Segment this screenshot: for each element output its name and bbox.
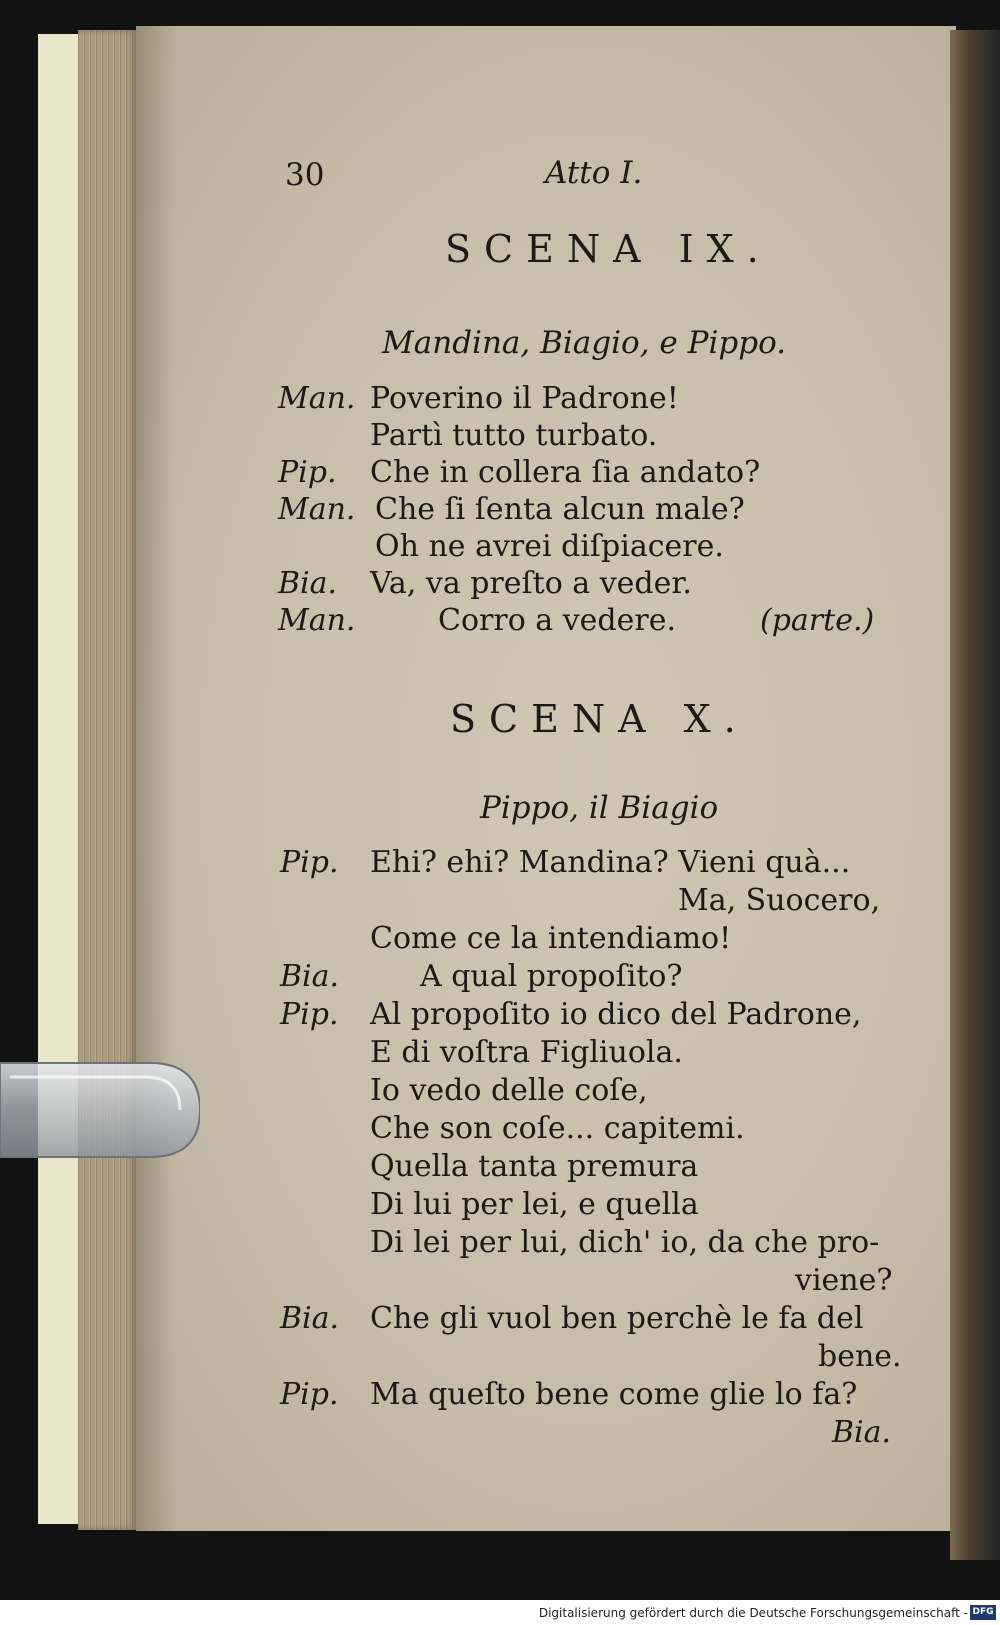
dialogue-line: Oh ne avrei diſpiacere.	[375, 529, 724, 564]
right-page-edge	[950, 30, 1000, 1560]
dialogue-line: Che ſi ſenta alcun male?	[375, 492, 745, 527]
dialogue-line: Corro a vedere.	[438, 603, 677, 638]
dialogue-line: viene?	[795, 1263, 893, 1298]
dialogue-line: Quella tanta premura	[370, 1149, 699, 1184]
running-head: Atto I.	[545, 155, 643, 191]
dialogue-line: Partì tutto turbato.	[370, 418, 658, 453]
speaker-label: Bia.	[280, 959, 340, 994]
dialogue-line: E di voſtra Figliuola.	[370, 1035, 683, 1070]
dialogue-line: A qual propoſito?	[420, 959, 683, 994]
speaker-label: Bia.	[278, 566, 338, 601]
book-spine-strip	[38, 34, 82, 1524]
speaker-label: Pip.	[280, 997, 339, 1032]
stage-direction: (parte.)	[760, 603, 875, 638]
dialogue-line: Va, va preſto a veder.	[370, 566, 692, 601]
dfg-logo: DFG	[970, 1605, 996, 1620]
speaker-label: Pip.	[280, 845, 339, 880]
footer-text: Digitalisierung gefördert durch die Deutsche Forschungsgemeinschaft -	[538, 1606, 968, 1620]
dialogue-line: bene.	[818, 1339, 902, 1374]
scene-10-title: SCENA X.	[450, 697, 749, 741]
page-edges	[78, 30, 138, 1530]
footer-bar	[0, 1600, 1000, 1625]
catchword: Bia.	[832, 1415, 892, 1450]
scene-9-cast: Mandina, Biagio, e Pippo.	[382, 325, 787, 361]
dialogue-line: Di lei per lui, dich' io, da che pro-	[370, 1225, 880, 1260]
dialogue-line: Di lui per lei, e quella	[370, 1187, 699, 1222]
dialogue-line: Che in collera ſia andato?	[370, 455, 761, 490]
dialogue-line: Ma queſto bene come glie lo fa?	[370, 1377, 858, 1412]
dialogue-line: Poverino il Padrone!	[370, 381, 679, 416]
dialogue-line: Che son coſe... capitemi.	[370, 1111, 745, 1146]
gutter-shadow	[136, 26, 176, 1531]
speaker-label: Man.	[278, 381, 356, 416]
scene-9-title: SCENA IX.	[445, 227, 772, 271]
dialogue-line: Come ce la intendiamo!	[370, 921, 732, 956]
dialogue-line: Ma, Suocero,	[678, 883, 881, 918]
speaker-label: Man.	[278, 492, 356, 527]
page-number: 30	[285, 157, 325, 193]
speaker-label: Pip.	[278, 455, 337, 490]
speaker-label: Man.	[278, 603, 356, 638]
dialogue-line: Al propoſito io dico del Padrone,	[370, 997, 862, 1032]
dialogue-line: Ehi? ehi? Mandina? Vieni quà...	[370, 845, 851, 880]
speaker-label: Pip.	[280, 1377, 339, 1412]
page-clip-icon	[0, 1055, 200, 1165]
dialogue-line: Che gli vuol ben perchè le fa del	[370, 1301, 864, 1336]
dialogue-line: Io vedo delle coſe,	[370, 1073, 648, 1108]
scene-10-cast: Pippo, il Biagio	[480, 790, 719, 826]
speaker-label: Bia.	[280, 1301, 340, 1336]
